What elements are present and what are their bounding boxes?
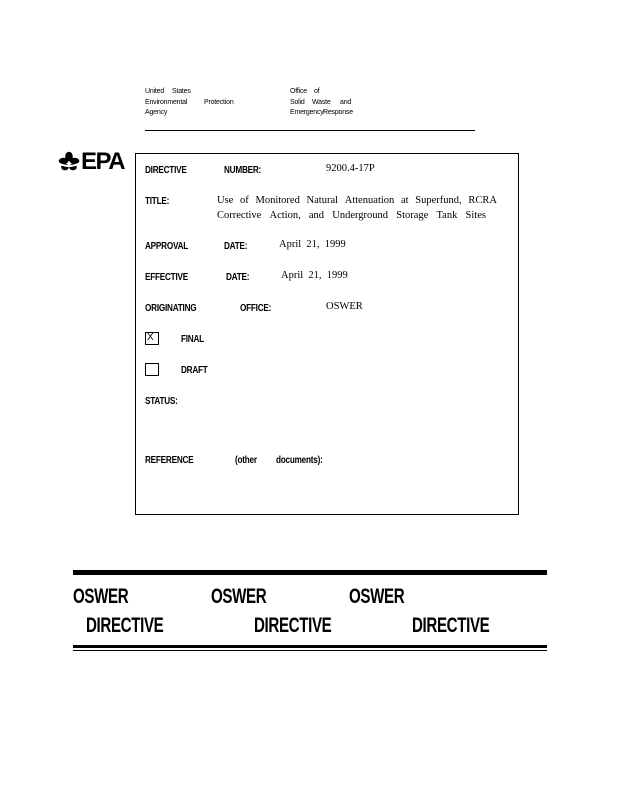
- banner-oswer-2: OSWER: [211, 585, 267, 608]
- header-solid: Solid: [290, 99, 305, 106]
- title-word: Underground: [332, 210, 389, 221]
- epa-logo-text: EPA: [81, 148, 125, 175]
- final-label: FINAL: [181, 333, 204, 345]
- title-word: Attenuation: [344, 195, 395, 206]
- header-agency: Agency: [145, 109, 168, 116]
- title-label: TITLE:: [145, 195, 170, 207]
- banner-bottom-rule: [73, 645, 547, 648]
- reference-label: REFERENCE: [145, 454, 194, 466]
- status-label: STATUS:: [145, 395, 178, 407]
- office-value: OSWER: [326, 301, 363, 312]
- number-label: NUMBER:: [224, 164, 262, 176]
- header-protection: Protection: [204, 99, 234, 106]
- title-line-1: [217, 195, 497, 206]
- banner-directive-3: DIRECTIVE: [412, 614, 490, 637]
- header-and: and: [340, 99, 352, 106]
- office-label: OFFICE:: [240, 302, 272, 314]
- header-office: Office: [290, 88, 307, 95]
- header-waste: Waste: [312, 99, 331, 106]
- title-line-2: [217, 210, 486, 221]
- reference-documents-label: documents):: [276, 454, 323, 466]
- banner-top-rule: [73, 570, 547, 575]
- header-environmental: Environmental: [145, 99, 188, 106]
- header-emergency: Emergency: [290, 109, 324, 116]
- title-word: Corrective: [217, 210, 262, 221]
- title-word: Monitored: [255, 195, 300, 206]
- effective-label: EFFECTIVE: [145, 271, 188, 283]
- number-value: 9200.4-17P: [326, 163, 375, 174]
- draft-checkbox[interactable]: [145, 363, 159, 376]
- header-states: States: [172, 88, 191, 95]
- title-word: Tank: [436, 210, 458, 221]
- epa-flower-icon: [58, 151, 80, 173]
- originating-label: ORIGINATING: [145, 302, 197, 314]
- banner-directive-1: DIRECTIVE: [86, 614, 164, 637]
- banner-bottom-thin-rule: [73, 650, 547, 651]
- directive-label: DIRECTIVE: [145, 164, 187, 176]
- final-check-mark: X: [147, 332, 154, 343]
- title-word: Use: [217, 195, 234, 206]
- title-word: Superfund,: [415, 195, 462, 206]
- title-word: of: [240, 195, 249, 206]
- approval-date-label: DATE:: [224, 240, 248, 252]
- effective-date: April 21, 1999: [281, 270, 348, 281]
- banner-oswer-3: OSWER: [349, 585, 405, 608]
- title-word: Storage: [396, 210, 429, 221]
- header-of: of: [314, 88, 320, 95]
- title-word: Natural: [306, 195, 339, 206]
- header-united: United: [145, 88, 165, 95]
- title-word: at: [401, 195, 409, 206]
- approval-label: APPROVAL: [145, 240, 189, 252]
- title-word: Action,: [269, 210, 301, 221]
- title-word: and: [308, 210, 325, 221]
- header-rule: [145, 130, 475, 131]
- approval-date: April 21, 1999: [279, 239, 346, 250]
- reference-other-label: (other: [235, 454, 257, 466]
- banner-oswer-1: OSWER: [73, 585, 129, 608]
- final-checkbox[interactable]: [145, 332, 159, 345]
- effective-date-label: DATE:: [226, 271, 250, 283]
- title-word: Sites: [465, 210, 486, 221]
- header-response: Response: [323, 109, 353, 116]
- draft-label: DRAFT: [181, 364, 208, 376]
- banner-directive-2: DIRECTIVE: [254, 614, 332, 637]
- title-word: RCRA: [468, 195, 497, 206]
